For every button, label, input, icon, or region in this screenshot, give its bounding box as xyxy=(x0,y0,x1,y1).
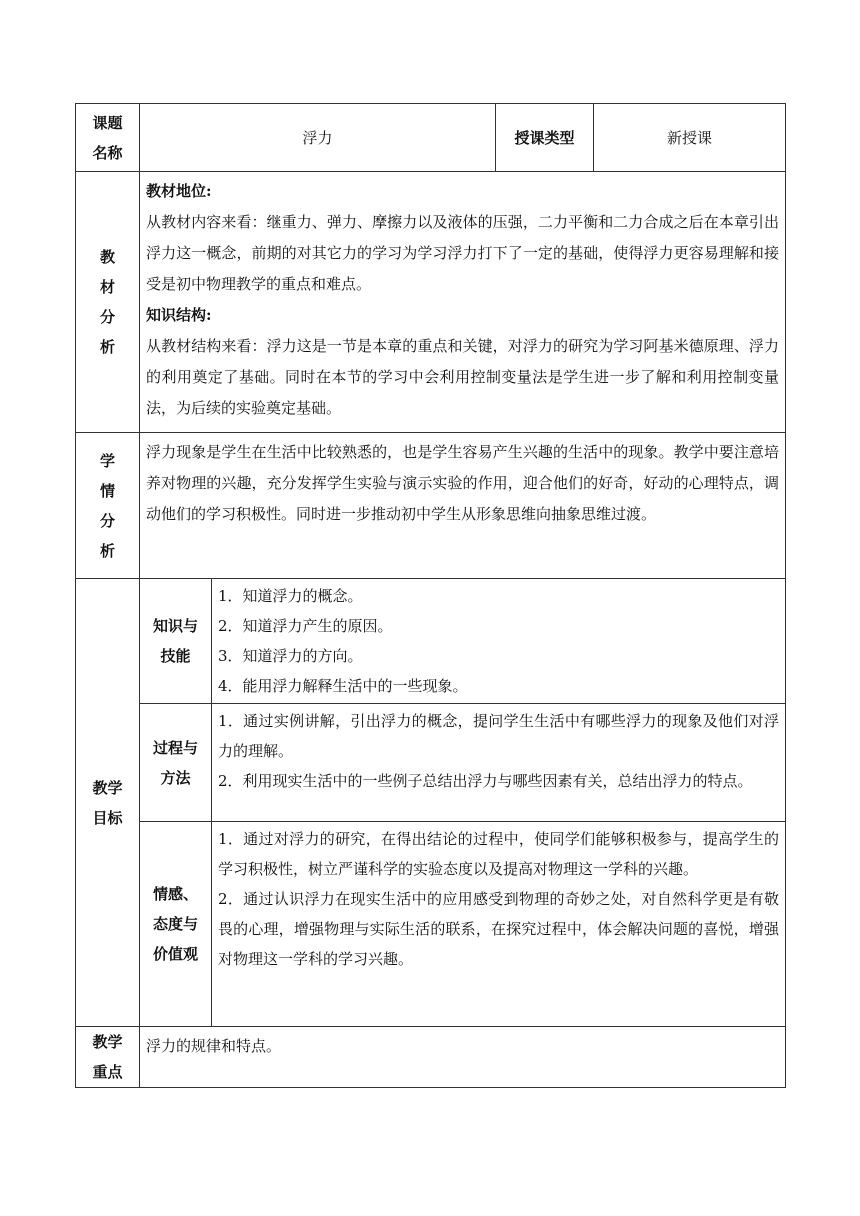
textbook-analysis-label: 教 材 分 析 xyxy=(76,172,140,433)
objective-process-row xyxy=(76,704,786,822)
list-item: 2．通过认识浮力在现实生活中的应用感受到物理的奇妙之处，对自然科学更是有敬畏的心理，增强物理与实际生活的联系，在探究过程中，体会解决问题的喜悦，增强对物理这一学科的学习兴趣。 xyxy=(218,890,780,968)
list-item: 4．能用浮力解释生活中的一些现象。 xyxy=(218,677,468,695)
student-analysis-row xyxy=(76,433,786,579)
student-analysis-content xyxy=(140,433,786,579)
objective-knowledge-row xyxy=(76,579,786,704)
list-item: 2．知道浮力产生的原因。 xyxy=(218,617,393,635)
knowledge-skills-list xyxy=(212,579,786,704)
textbook-position-heading: 教材地位: xyxy=(146,182,212,200)
attitude-values-label: 情感、 态度与 价值观 xyxy=(140,822,212,1027)
textbook-analysis-content xyxy=(140,172,786,433)
header-row xyxy=(76,104,786,172)
key-points-text: 浮力的规律和特点。 xyxy=(146,1037,282,1055)
lesson-type-value: 新授课 xyxy=(594,104,786,172)
process-methods-label: 过程与 方法 xyxy=(140,704,212,822)
student-analysis-text: 浮力现象是学生在生活中比较熟悉的，也是学生容易产生兴趣的生活中的现象。教学中要注意培养对物理的兴趣，充分发挥学生实验与演示实验的作用，迎合他们的好奇，好动的心理特点，调动他们的学习积极性。同时进一步推动初中学生从形象思维向抽象思维过渡。 xyxy=(146,443,780,523)
list-item: 1．通过对浮力的研究，在得出结论的过程中，使同学们能够积极参与，提高学生的学习积极性，树立严谨科学的实验态度以及提高对物理这一学科的兴趣。 xyxy=(218,830,780,878)
lesson-plan-table xyxy=(75,103,786,1088)
key-points-row xyxy=(76,1027,786,1088)
key-points-content xyxy=(140,1027,786,1088)
list-item: 2．利用现实生活中的一些例子总结出浮力与哪些因素有关，总结出浮力的特点。 xyxy=(218,772,753,790)
objective-attitude-row xyxy=(76,822,786,1027)
key-points-label: 教学 重点 xyxy=(76,1027,140,1088)
attitude-values-list xyxy=(212,822,786,1027)
process-methods-list xyxy=(212,704,786,822)
topic-label: 课题 名称 xyxy=(76,104,140,172)
knowledge-skills-label: 知识与 技能 xyxy=(140,579,212,704)
knowledge-structure-text: 从教材结构来看：浮力这是一节是本章的重点和关键，对浮力的研究为学习阿基米德原理、浮力的利用奠定了基础。同时在本节的学习中会利用控制变量法是学生进一步了解和利用控制变量法，为后续的实验奠定基础。 xyxy=(146,337,780,417)
list-item: 1．知道浮力的概念。 xyxy=(218,587,363,605)
teaching-objectives-label: 教学 目标 xyxy=(76,579,140,1027)
list-item: 1．通过实例讲解，引出浮力的概念，提问学生生活中有哪些浮力的现象及他们对浮力的理解。 xyxy=(218,712,780,760)
topic-value: 浮力 xyxy=(140,104,496,172)
list-item: 3．知道浮力的方向。 xyxy=(218,647,363,665)
textbook-analysis-row xyxy=(76,172,786,433)
textbook-position-text: 从教材内容来看：继重力、弹力、摩擦力以及液体的压强，二力平衡和二力合成之后在本章引出浮力这一概念，前期的对其它力的学习为学习浮力打下了一定的基础，使得浮力更容易理解和接受是初中物理教学的重点和难点。 xyxy=(146,213,780,293)
lesson-type-label: 授课类型 xyxy=(496,104,594,172)
knowledge-structure-heading: 知识结构: xyxy=(146,306,212,324)
student-analysis-label: 学 情 分 析 xyxy=(76,433,140,579)
